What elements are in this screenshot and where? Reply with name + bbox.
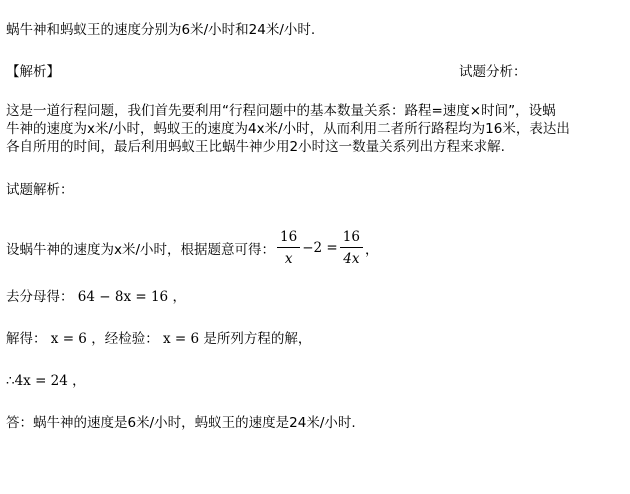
fraction1-denominator: x bbox=[284, 251, 293, 267]
step1-prefix: 设蜗牛神的速度为x米/小时，根据题意可得： bbox=[6, 242, 276, 258]
step3-equation-2: x = 6 bbox=[163, 331, 200, 347]
step2-suffix: ， bbox=[172, 289, 186, 305]
step4-suffix: ， bbox=[72, 373, 86, 389]
step3-suffix: 是所列方程的解， bbox=[203, 331, 312, 347]
step2-prefix: 去分母得： bbox=[6, 289, 74, 305]
fraction1-numerator: 16 bbox=[277, 229, 300, 248]
analysis-subheading: 试题分析： bbox=[459, 64, 527, 80]
step-set-equation bbox=[6, 226, 378, 270]
analysis-line-1: 这是一道行程问题，我们首先要利用“行程问题中的基本数量关系：路程=速度×时间”，设蜗 bbox=[6, 103, 556, 119]
step-solve bbox=[6, 330, 311, 348]
step-therefore bbox=[6, 372, 86, 390]
minus-two-equals: −2 = bbox=[302, 240, 338, 256]
step4-equation: ∴4x = 24 bbox=[6, 373, 68, 389]
fraction-16-over-4x bbox=[340, 229, 363, 267]
analysis-heading: 【解析】 bbox=[6, 64, 60, 80]
step2-equation: 64 − 8x = 16 bbox=[77, 289, 169, 305]
analysis-line-3: 各自所用的时间，最后利用蚂蚁王比蜗牛神少用2小时这一数量关系列出方程来求解. bbox=[6, 139, 505, 155]
solution-heading: 试题解析： bbox=[6, 182, 74, 198]
fraction2-denominator: 4x bbox=[343, 251, 360, 267]
fraction-16-over-x bbox=[277, 229, 300, 267]
final-answer: 答：蜗牛神的速度是6米/小时，蚂蚁王的速度是24米/小时. bbox=[6, 415, 356, 431]
step3-prefix: 解得： bbox=[6, 331, 47, 347]
step3-middle: ，经检验： bbox=[91, 331, 159, 347]
step3-equation-1: x = 6 bbox=[50, 331, 87, 347]
fraction2-numerator: 16 bbox=[340, 229, 363, 248]
question-statement: 蜗牛神和蚂蚁王的速度分别为6米/小时和24米/小时. bbox=[6, 22, 316, 38]
analysis-line-2: 牛神的速度为x米/小时，蚂蚁王的速度为4x米/小时，从而利用二者所行路程均为16米，表达出 bbox=[6, 121, 570, 137]
step1-suffix: ， bbox=[364, 242, 379, 258]
step-clear-denominator bbox=[6, 288, 186, 306]
